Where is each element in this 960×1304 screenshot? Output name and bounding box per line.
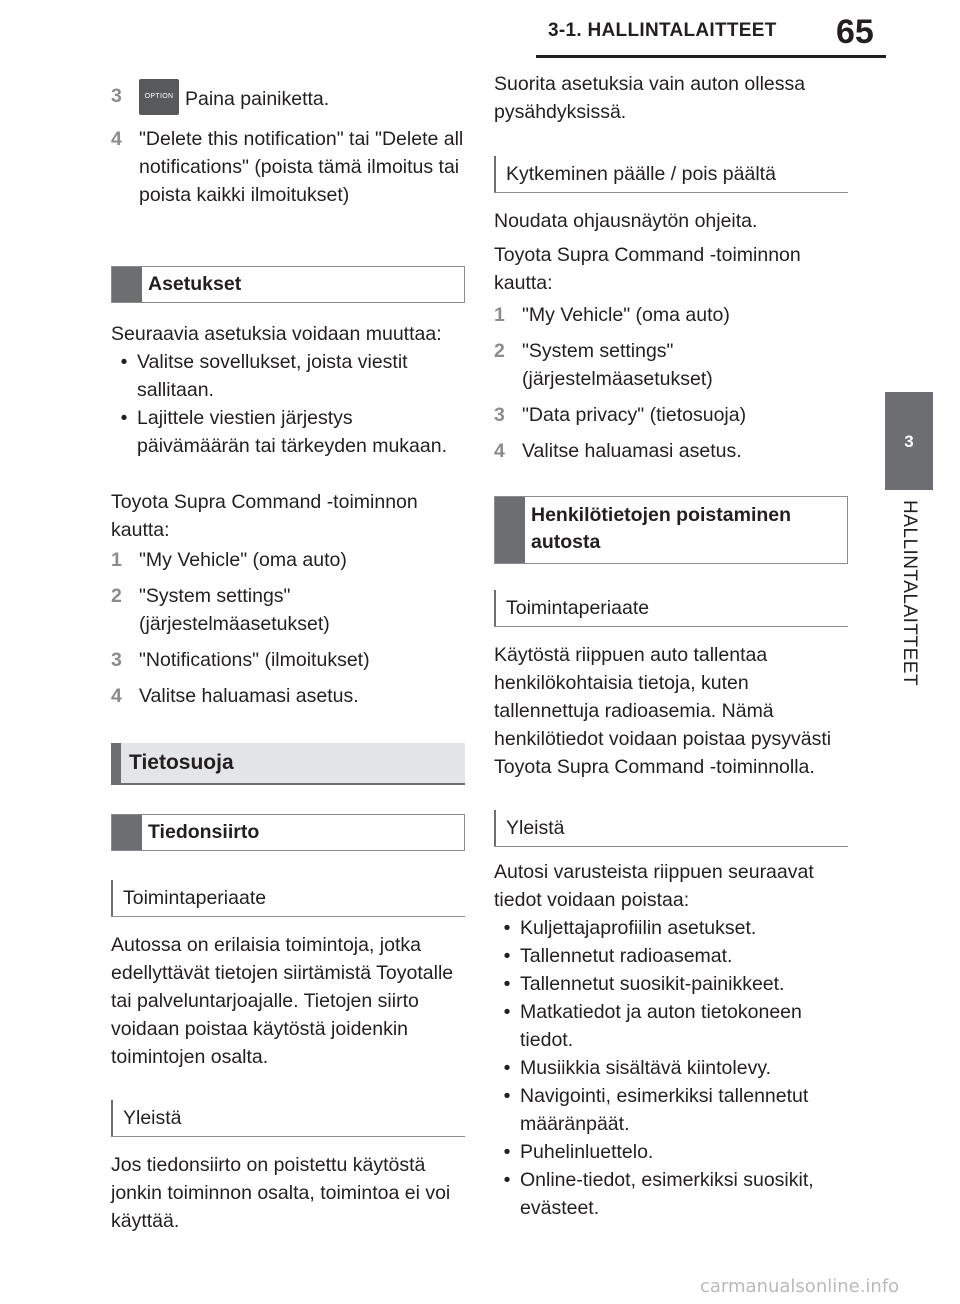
step-number: 2: [494, 340, 505, 362]
list-item: Puhelinluettelo.: [520, 1141, 654, 1163]
heading-text: Yleistä: [506, 817, 565, 839]
step-text: "My Vehicle" (oma auto): [522, 304, 730, 326]
heading-text: Toimintaperiaate: [506, 597, 650, 619]
step-text: "Data privacy" (tietosuoja): [522, 404, 747, 426]
option-button-icon: OPTION: [139, 79, 179, 115]
paragraph: Jos tiedonsiirto on poistettu käytöstä jonkin toiminnon osalta, toimintoa ei voi käyttää.: [111, 1154, 451, 1232]
yleista-heading: [111, 1100, 465, 1137]
intro: [494, 70, 850, 126]
step-list: [494, 301, 850, 465]
step-number: 3: [111, 85, 122, 107]
step-text: "System settings" (järjestelmäasetukset): [522, 340, 713, 390]
step-number: 4: [111, 685, 122, 707]
heading-text: Asetukset: [148, 273, 242, 295]
list-item: Valitse sovellukset, joista viestit sallitaan.: [137, 351, 408, 401]
step-text: Paina painiketta.: [185, 88, 330, 111]
step-number: 4: [111, 128, 122, 150]
heading-text: Toimintaperiaate: [123, 887, 267, 909]
heading-text: Henkilötietojen poistaminen autosta: [531, 504, 792, 553]
kytkeminen-body: [494, 207, 850, 297]
tietosuoja-heading: [111, 743, 465, 785]
step-text: "System settings" (järjestelmäasetukset): [139, 585, 330, 635]
step-text: Valitse haluamasi asetus.: [522, 440, 742, 462]
paragraph: Toyota Supra Command -toiminnon kautta:: [494, 244, 801, 294]
toimintaperiaate-body: [111, 931, 466, 1071]
step-delete: [111, 125, 466, 209]
step-text: Valitse haluamasi asetus.: [139, 685, 359, 707]
paragraph: Suorita asetuksia vain auton ollessa pysähdyksissä.: [494, 73, 806, 123]
heading-text: Kytkeminen päälle / pois päältä: [506, 163, 776, 185]
yleista-heading: [494, 810, 848, 847]
list-item: Musiikkia sisältävä kiintolevy.: [520, 1057, 772, 1079]
toimintaperiaate-heading: [494, 590, 848, 627]
page-number: 65: [836, 13, 874, 51]
step-list: [111, 546, 466, 710]
list-item: Navigointi, esimerkiksi tallennetut määränpäät.: [520, 1085, 809, 1135]
watermark: carmanualsonline.info: [700, 1276, 900, 1297]
paragraph: Käytöstä riippuen auto tallentaa henkilökohtaisia tietoja, kuten tallennettuja radioasemia. Nämä henkilötiedot voidaan poistaa pysyvästi Toyota Supra Command -toiminnolla.: [494, 644, 832, 778]
list-item: Tallennetut suosikit-painikkeet.: [520, 973, 785, 995]
list-item: Tallennetut radioasemat.: [520, 945, 733, 967]
paragraph: Autosi varusteista riippuen seuraavat tiedot voidaan poistaa:: [494, 861, 814, 911]
heading-text: Tietosuoja: [129, 751, 234, 774]
list-item: Online-tiedot, esimerkiksi suosikit, evästeet.: [520, 1169, 814, 1219]
heading-text: Tiedonsiirto: [148, 821, 260, 843]
step-number: 3: [111, 649, 122, 671]
chapter-label: HALLINTALAITTEET: [899, 500, 920, 687]
step-number: 4: [494, 440, 505, 462]
command-intro: [111, 488, 466, 544]
header-rule: [536, 55, 886, 58]
toimintaperiaate-body: [494, 641, 850, 781]
step-number: 1: [494, 304, 505, 326]
henkilotiedot-heading: [494, 496, 848, 564]
kytkeminen-heading: [494, 156, 848, 193]
paragraph: Autossa on erilaisia toimintoja, jotka edellyttävät tietojen siirtämistä Toyotalle tai palveluntarjoajalle. Tietojen siirto voidaan poistaa käytöstä joidenkin toimintojen osalta.: [111, 934, 454, 1068]
list-item: Lajittele viestien järjestys päivämäärän tai tärkeyden mukaan.: [137, 407, 448, 457]
toimintaperiaate-heading: [111, 880, 465, 917]
heading-text: Yleistä: [123, 1107, 182, 1129]
paragraph: Toyota Supra Command -toiminnon kautta:: [111, 491, 418, 541]
tiedonsiirto-heading: [111, 814, 465, 851]
yleista-body: Autosi varusteista riippuen seuraavat tiedot voidaan poistaa: • Kuljettajaprofiilin asetukset. • Tallennetut radioasemat. • Tallennetut suosikit-painikkeet. • Matkatiedot ja auton tietokoneen tiedot. • Musiikkia sisältävä kiintolevy. • Navigointi, esimerkiksi tallennetut määränpäät. • Puhelinluettelo. • Online-tiedot, esimerkiksi suosikit, evästeet.: [494, 858, 850, 1222]
step-number: 3: [494, 404, 505, 426]
step-text: "Delete this notification" tai "Delete all notifications" (poista tämä ilmoitus tai poista kaikki ilmoitukset): [139, 128, 464, 206]
paragraph: Seuraavia asetuksia voidaan muuttaa:: [111, 323, 442, 345]
step-text: "My Vehicle" (oma auto): [139, 549, 347, 571]
step-text: "Notifications" (ilmoitukset): [139, 649, 370, 671]
yleista-body: [111, 1151, 466, 1235]
asetukset-body: Seuraavia asetuksia voidaan muuttaa: • Valitse sovellukset, joista viestit sallitaan. • Lajittele viestien järjestys päivämäärän tai tärkeyden mukaan.: [111, 320, 466, 460]
list-item: Matkatiedot ja auton tietokoneen tiedot.: [520, 1001, 802, 1051]
step-number: 1: [111, 549, 122, 571]
section-title: 3-1. HALLINTALAITTEET: [548, 20, 777, 41]
chapter-number: 3: [904, 432, 914, 451]
step-option: [111, 82, 466, 118]
asetukset-heading: [111, 266, 465, 303]
paragraph: Noudata ohjausnäytön ohjeita.: [494, 210, 758, 232]
list-item: Kuljettajaprofiilin asetukset.: [520, 917, 757, 939]
step-number: 2: [111, 585, 122, 607]
